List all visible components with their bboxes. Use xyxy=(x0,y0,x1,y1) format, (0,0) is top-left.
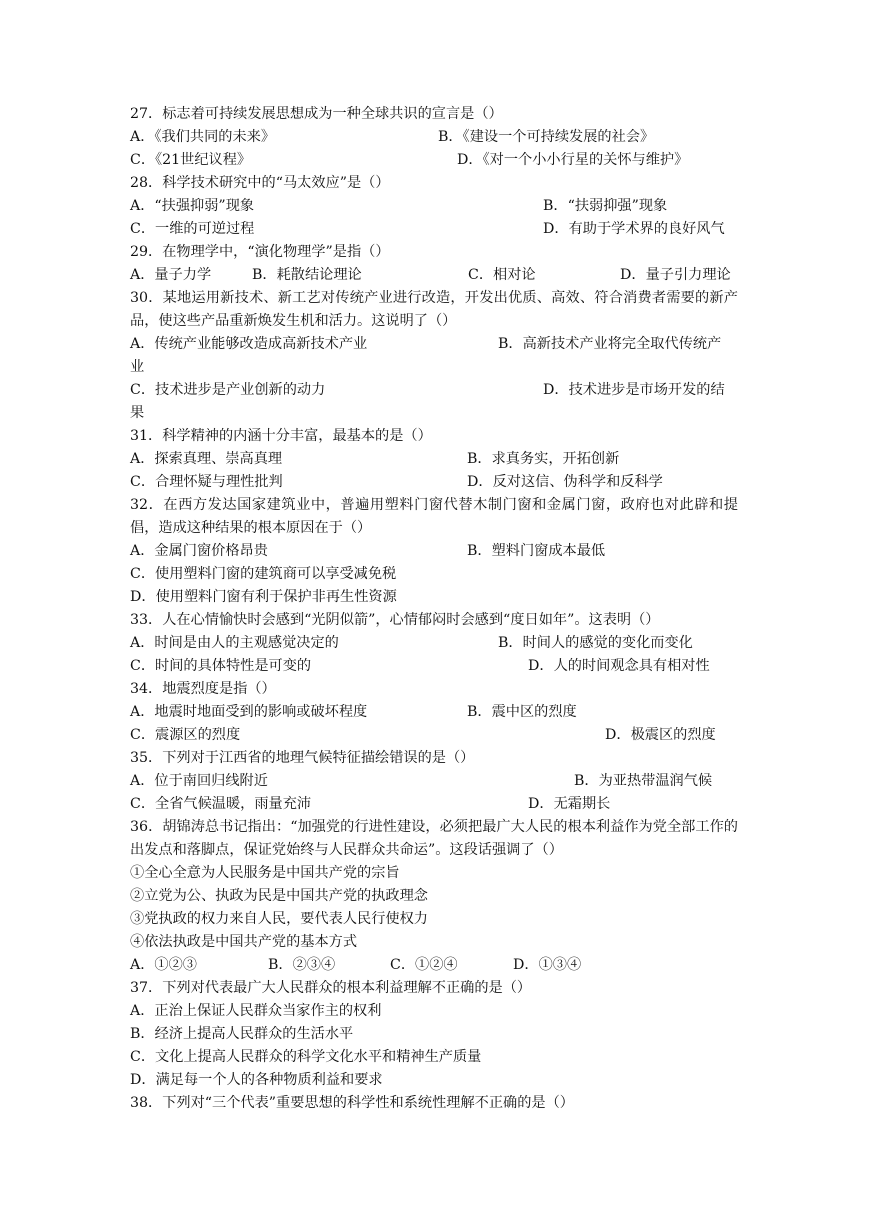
option-row xyxy=(130,701,740,724)
option-row xyxy=(130,126,740,149)
option-c: C．《21世纪议程》 xyxy=(130,152,252,168)
question-text: 29．在物理学中，“演化物理学”是指（） xyxy=(130,244,390,260)
option-a: A．①②③ xyxy=(130,957,197,973)
question-28 xyxy=(130,172,740,195)
question-text: 27．标志着可持续发展思想成为一种全球共识的宣言是（） xyxy=(130,106,503,122)
option-row xyxy=(130,954,740,977)
option-a: A．“扶强抑弱”现象 xyxy=(130,198,255,214)
question-34 xyxy=(130,678,740,701)
option-c: C．使用塑料门窗的建筑商可以享受减免税 xyxy=(130,566,397,582)
statement-text: ③党执政的权力来自人民，要代表人民行使权力 xyxy=(130,911,428,927)
exam-page xyxy=(130,103,740,1115)
option-d: D．反对这信、伪科学和反科学 xyxy=(467,474,663,490)
statement-1 xyxy=(130,862,740,885)
question-text: 38．下列对“三个代表”重要思想的科学性和系统性理解不正确的是（） xyxy=(130,1095,574,1111)
option-row xyxy=(130,195,740,218)
option-a: A．时间是由人的主观感觉决定的 xyxy=(130,635,339,651)
option-a: A．传统产业能够改造成高新技术产业 xyxy=(130,336,368,352)
option-c: C．文化上提高人民群众的科学文化水平和精神生产质量 xyxy=(130,1049,482,1065)
option-row xyxy=(130,1000,740,1023)
option-c: C．时间的具体特性是可变的 xyxy=(130,658,312,674)
question-text: 31．科学精神的内涵十分丰富，最基本的是（） xyxy=(130,428,432,444)
question-35 xyxy=(130,747,740,770)
option-b: B．求真务实，开拓创新 xyxy=(467,451,620,467)
option-d: D．技术进步是市场开发的结 xyxy=(543,382,725,398)
option-row xyxy=(130,1046,740,1069)
option-d: D．《对一个小小行星的关怀与维护》 xyxy=(457,152,689,168)
option-b: B．“扶弱抑强”现象 xyxy=(543,198,668,214)
option-row xyxy=(130,218,740,241)
option-row xyxy=(130,379,740,402)
option-d: D．使用塑料门窗有利于保护非再生性资源 xyxy=(130,589,397,605)
option-c: C．震源区的烈度 xyxy=(130,727,241,743)
option-a: A．位于南回归线附近 xyxy=(130,773,268,789)
option-row xyxy=(130,655,740,678)
option-b: B．为亚热带温润气候 xyxy=(574,773,713,789)
statement-text: ④依法执政是中国共产党的基本方式 xyxy=(130,934,358,950)
statement-text: ①全心全意为人民服务是中国共产党的宗旨 xyxy=(130,865,400,881)
option-b: B．经济上提高人民群众的生活水平 xyxy=(130,1026,354,1042)
option-d: D．人的时间观念具有相对性 xyxy=(528,658,710,674)
option-row xyxy=(130,793,740,816)
question-30: 30．某地运用新技术、新工艺对传统产业进行改造，开发出优质、高效、符合消费者需要的新产品，使这些产品重新焕发生机和活力。这说明了（） xyxy=(130,290,738,329)
question-33 xyxy=(130,609,740,632)
question-29 xyxy=(130,241,740,264)
option-a: A．地震时地面受到的影响或破坏程度 xyxy=(130,704,368,720)
option-row xyxy=(130,632,740,655)
option-b: B．高新技术产业将完全取代传统产 xyxy=(498,336,722,352)
statement-2 xyxy=(130,885,740,908)
option-d: D．无霜期长 xyxy=(528,796,611,812)
option-a: A．金属门窗价格昂贵 xyxy=(130,543,268,559)
option-c: C．一维的可逆过程 xyxy=(130,221,255,237)
question-32: 32．在西方发达国家建筑业中，普遍用塑料门窗代替木制门窗和金属门窗，政府也对此辟和提倡，造成这种结果的根本原因在于（） xyxy=(130,497,738,536)
option-c: C．合理怀疑与理性批判 xyxy=(130,474,283,490)
option-c: C．①②④ xyxy=(390,957,458,973)
option-a: A．正治上保证人民群众当家作主的权利 xyxy=(130,1003,382,1019)
option-c: C．相对论 xyxy=(468,267,536,283)
question-31 xyxy=(130,425,740,448)
option-b: B．塑料门窗成本最低 xyxy=(467,543,606,559)
option-row xyxy=(130,586,740,609)
question-text: 34．地震烈度是指（） xyxy=(130,681,276,697)
option-d: D．有助于学术界的良好风气 xyxy=(543,221,725,237)
question-text: 28．科学技术研究中的“马太效应”是（） xyxy=(130,175,390,191)
option-c: C．全省气候温暖，雨量充沛 xyxy=(130,796,312,812)
option-row xyxy=(130,356,740,379)
option-row xyxy=(130,264,740,287)
option-row xyxy=(130,1023,740,1046)
option-row xyxy=(130,448,740,471)
option-b-continued: 业 xyxy=(130,359,145,375)
option-row xyxy=(130,402,740,425)
option-row xyxy=(130,333,740,356)
option-row xyxy=(130,563,740,586)
option-row xyxy=(130,471,740,494)
option-a: A．《我们共同的未来》 xyxy=(130,129,276,145)
question-text: 35．下列对于江西省的地理气候特征描绘错误的是（） xyxy=(130,750,475,766)
statement-3 xyxy=(130,908,740,931)
option-d: D．量子引力理论 xyxy=(620,267,731,283)
option-d-continued: 果 xyxy=(130,405,145,421)
option-b: B．②③④ xyxy=(268,957,336,973)
question-37 xyxy=(130,977,740,1000)
option-b: B．震中区的烈度 xyxy=(467,704,577,720)
option-d: D．满足每一个人的各种物质利益和要求 xyxy=(130,1072,383,1088)
option-b: B．时间人的感觉的变化而变化 xyxy=(498,635,693,651)
option-row xyxy=(130,540,740,563)
option-c: C．技术进步是产业创新的动力 xyxy=(130,382,326,398)
option-b: B．耗散结论理论 xyxy=(252,267,362,283)
question-text: 37．下列对代表最广大人民群众的根本利益理解不正确的是（） xyxy=(130,980,532,996)
question-text: 33．人在心情愉快时会感到“光阴似箭”，心情郁闷时会感到“度日如年”。这表明（） xyxy=(130,612,660,628)
question-27 xyxy=(130,103,740,126)
option-row xyxy=(130,149,740,172)
statement-text: ②立党为公、执政为民是中国共产党的执政理念 xyxy=(130,888,428,904)
option-d: D．极震区的烈度 xyxy=(605,727,716,743)
option-a: A．探索真理、崇高真理 xyxy=(130,451,283,467)
option-row xyxy=(130,724,740,747)
option-b: B．《建设一个可持续发展的社会》 xyxy=(438,129,655,145)
option-row xyxy=(130,770,740,793)
question-38 xyxy=(130,1092,740,1115)
question-36: 36．胡锦涛总书记指出：“加强党的行进性建设，必须把最广大人民的根本利益作为党全部工作的出发点和落脚点，保证党始终与人民群众共命运”。这段话强调了（） xyxy=(130,819,738,858)
statement-4 xyxy=(130,931,740,954)
option-row xyxy=(130,1069,740,1092)
option-a: A．量子力学 xyxy=(130,267,212,283)
option-d: D．①③④ xyxy=(513,957,582,973)
